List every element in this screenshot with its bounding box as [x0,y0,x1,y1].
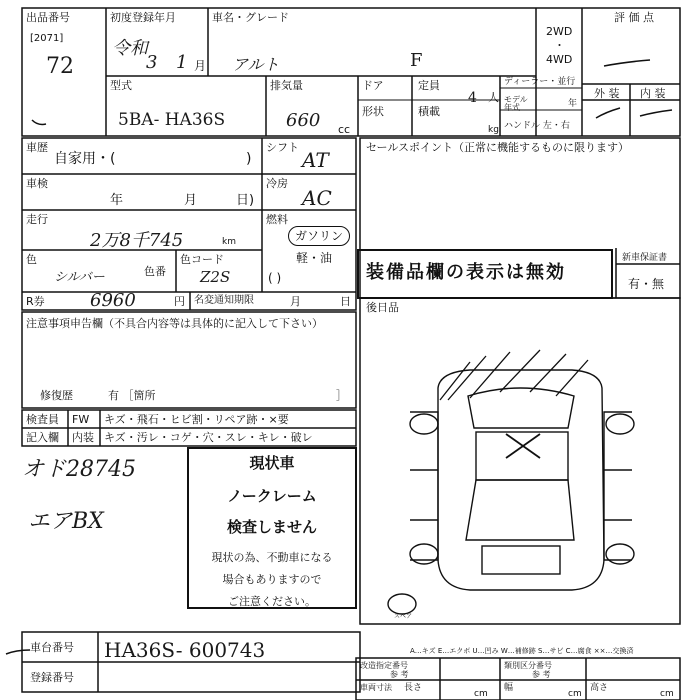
stamp-note-3: ご注意ください。 [228,595,316,608]
sales-point-label: セールスポイント（正常に機能するものに限ります） [366,141,630,154]
use-label: 車歴 [26,141,48,154]
interior-label: 内 装 [640,87,666,100]
drive-4wd: 4WD [546,53,573,66]
inspector-label-2: 記入欄 [26,431,59,444]
shift-value: AT [302,148,329,172]
door-label: ドア [362,79,384,92]
capacity-value: 4 [468,90,477,106]
car-body-diagram [388,350,634,614]
recycle-label: R券 [26,295,45,308]
drive-dot: ・ [554,39,565,52]
inspection-month: 月 [184,193,198,208]
color-code-label: 色コード [180,253,224,266]
name-change-label: 名変通知期限 [194,295,254,306]
displacement-value: 660 [286,110,321,131]
class-label: 類別区分番号 [504,661,552,670]
load-label: 積載 [418,105,440,118]
load-unit: kg [488,125,499,135]
displacement-unit: cc [338,123,351,136]
shape-label: 形状 [362,105,384,118]
lot-number: 72 [46,54,74,79]
interior-row-label: 内装 [72,431,94,444]
shift-label: シフト [266,141,299,154]
repair-close: ］ [336,389,347,402]
interior-damage-list: キズ・汚レ・コゲ・穴・スレ・キレ・破レ [104,431,313,444]
grade: F [410,50,423,71]
stamp-no-claim: ノークレーム [227,487,317,505]
spare-label: スペア [394,613,413,620]
color-value: シルバー [54,270,105,285]
first-reg-label: 初度登録年月 [110,11,176,24]
ac-label: 冷房 [266,177,288,190]
reference-1: 参 考 [390,670,409,679]
fuel-label: 燃料 [266,213,288,226]
width-label: 幅 [504,683,514,693]
reg-month-unit: 月 [194,59,207,73]
inspection-label: 車検 [26,177,48,190]
height-label: 高さ [590,683,609,693]
recycle-value: 6960 [90,290,136,311]
displacement-label: 排気量 [270,79,303,92]
registration-label: 登録番号 [30,671,74,684]
stamp-no-inspection: 検査しません [226,518,317,536]
year-unit: 年 [568,99,578,109]
capacity-unit: 人 [488,91,499,104]
name-change-day: 日 [340,295,351,308]
stamp-note-2: 場合もありますので [222,573,322,586]
stamp-note-1: 現状の為、不動車になる [211,551,333,564]
repair-label: 修復歴 [40,389,73,402]
width-unit: cm [568,689,582,699]
modification-label: 改造指定番号 [360,661,408,670]
fuel-other: ( ) [268,271,282,285]
model-value: 5BA- HA36S [118,110,226,130]
ac-value: AC [302,186,332,210]
stamp-title: 現状車 [249,454,295,472]
inspection-day: 日) [236,193,255,208]
dealer-label: ディーラー・並行 [504,77,576,87]
odometer-memo: オド28745 [22,457,136,482]
fuel-light-oil: 軽・油 [296,251,333,265]
later-items-label: 後日品 [366,301,399,314]
reg-year: 3 [146,52,158,73]
fuel-gasoline-circled: ガソリン [288,226,350,246]
length-unit: cm [474,689,488,699]
lot-label: 出品番号 [26,11,70,24]
mileage-label: 走行 [26,213,48,226]
color-label: 色 [26,253,37,266]
airbag-memo: エアBX [28,509,104,534]
drive-2wd: 2WD [546,25,573,38]
car-name-label: 車名・グレード [212,11,289,24]
recycle-unit: 円 [174,295,185,308]
as-is-stamp [190,452,354,609]
fw-label: FW [72,413,90,426]
use-close: ) [246,151,252,167]
chassis-value: HA36S- 600743 [104,638,266,662]
repair-value: 有 ［箇所 [108,389,156,402]
equipment-invalid-notice: 装備品欄の表示は無効 [366,262,566,283]
mileage-unit: km [222,237,236,247]
lot-code: [2071] [30,33,64,44]
reg-month: 1 [176,52,188,73]
warranty-value: 有・無 [628,277,665,291]
length-label: 長さ [404,683,423,693]
fw-damage-list: キズ・飛石・ヒビ割・リペア跡・×要 [104,413,289,426]
inspection-year: 年 [110,193,124,208]
score-label: 評 価 点 [614,11,654,24]
color-number-label: 色番 [144,265,166,278]
notes-label: 注意事項申告欄（不具合内容等は具体的に記入して下さい） [26,317,323,330]
damage-legend: A…キズ E…エクボ U…凹み W…補修跡 S…サビ C…腐食 ××…交換済 [410,647,634,655]
model-year-label: モデル年式 [504,95,528,112]
car-name: アルト [232,55,280,74]
exterior-label: 外 装 [594,87,620,100]
reg-era: 令和 [112,38,148,59]
warranty-label: 新車保証書 [622,253,668,263]
reference-2: 参 考 [532,670,551,679]
inspector-label-1: 検査員 [26,413,59,426]
capacity-label: 定員 [418,79,440,92]
handle-label: ハンドル 左・右 [504,121,570,131]
chassis-label: 車台番号 [30,641,74,654]
body-size-label: 車両寸法 [360,683,392,692]
model-label: 型式 [110,79,132,92]
mileage-value: 2万8千745 [90,230,184,251]
color-code-value: Z2S [200,268,231,286]
name-change-month: 月 [290,295,301,308]
height-unit: cm [660,689,674,699]
use-value: 自家用・( [54,151,116,167]
